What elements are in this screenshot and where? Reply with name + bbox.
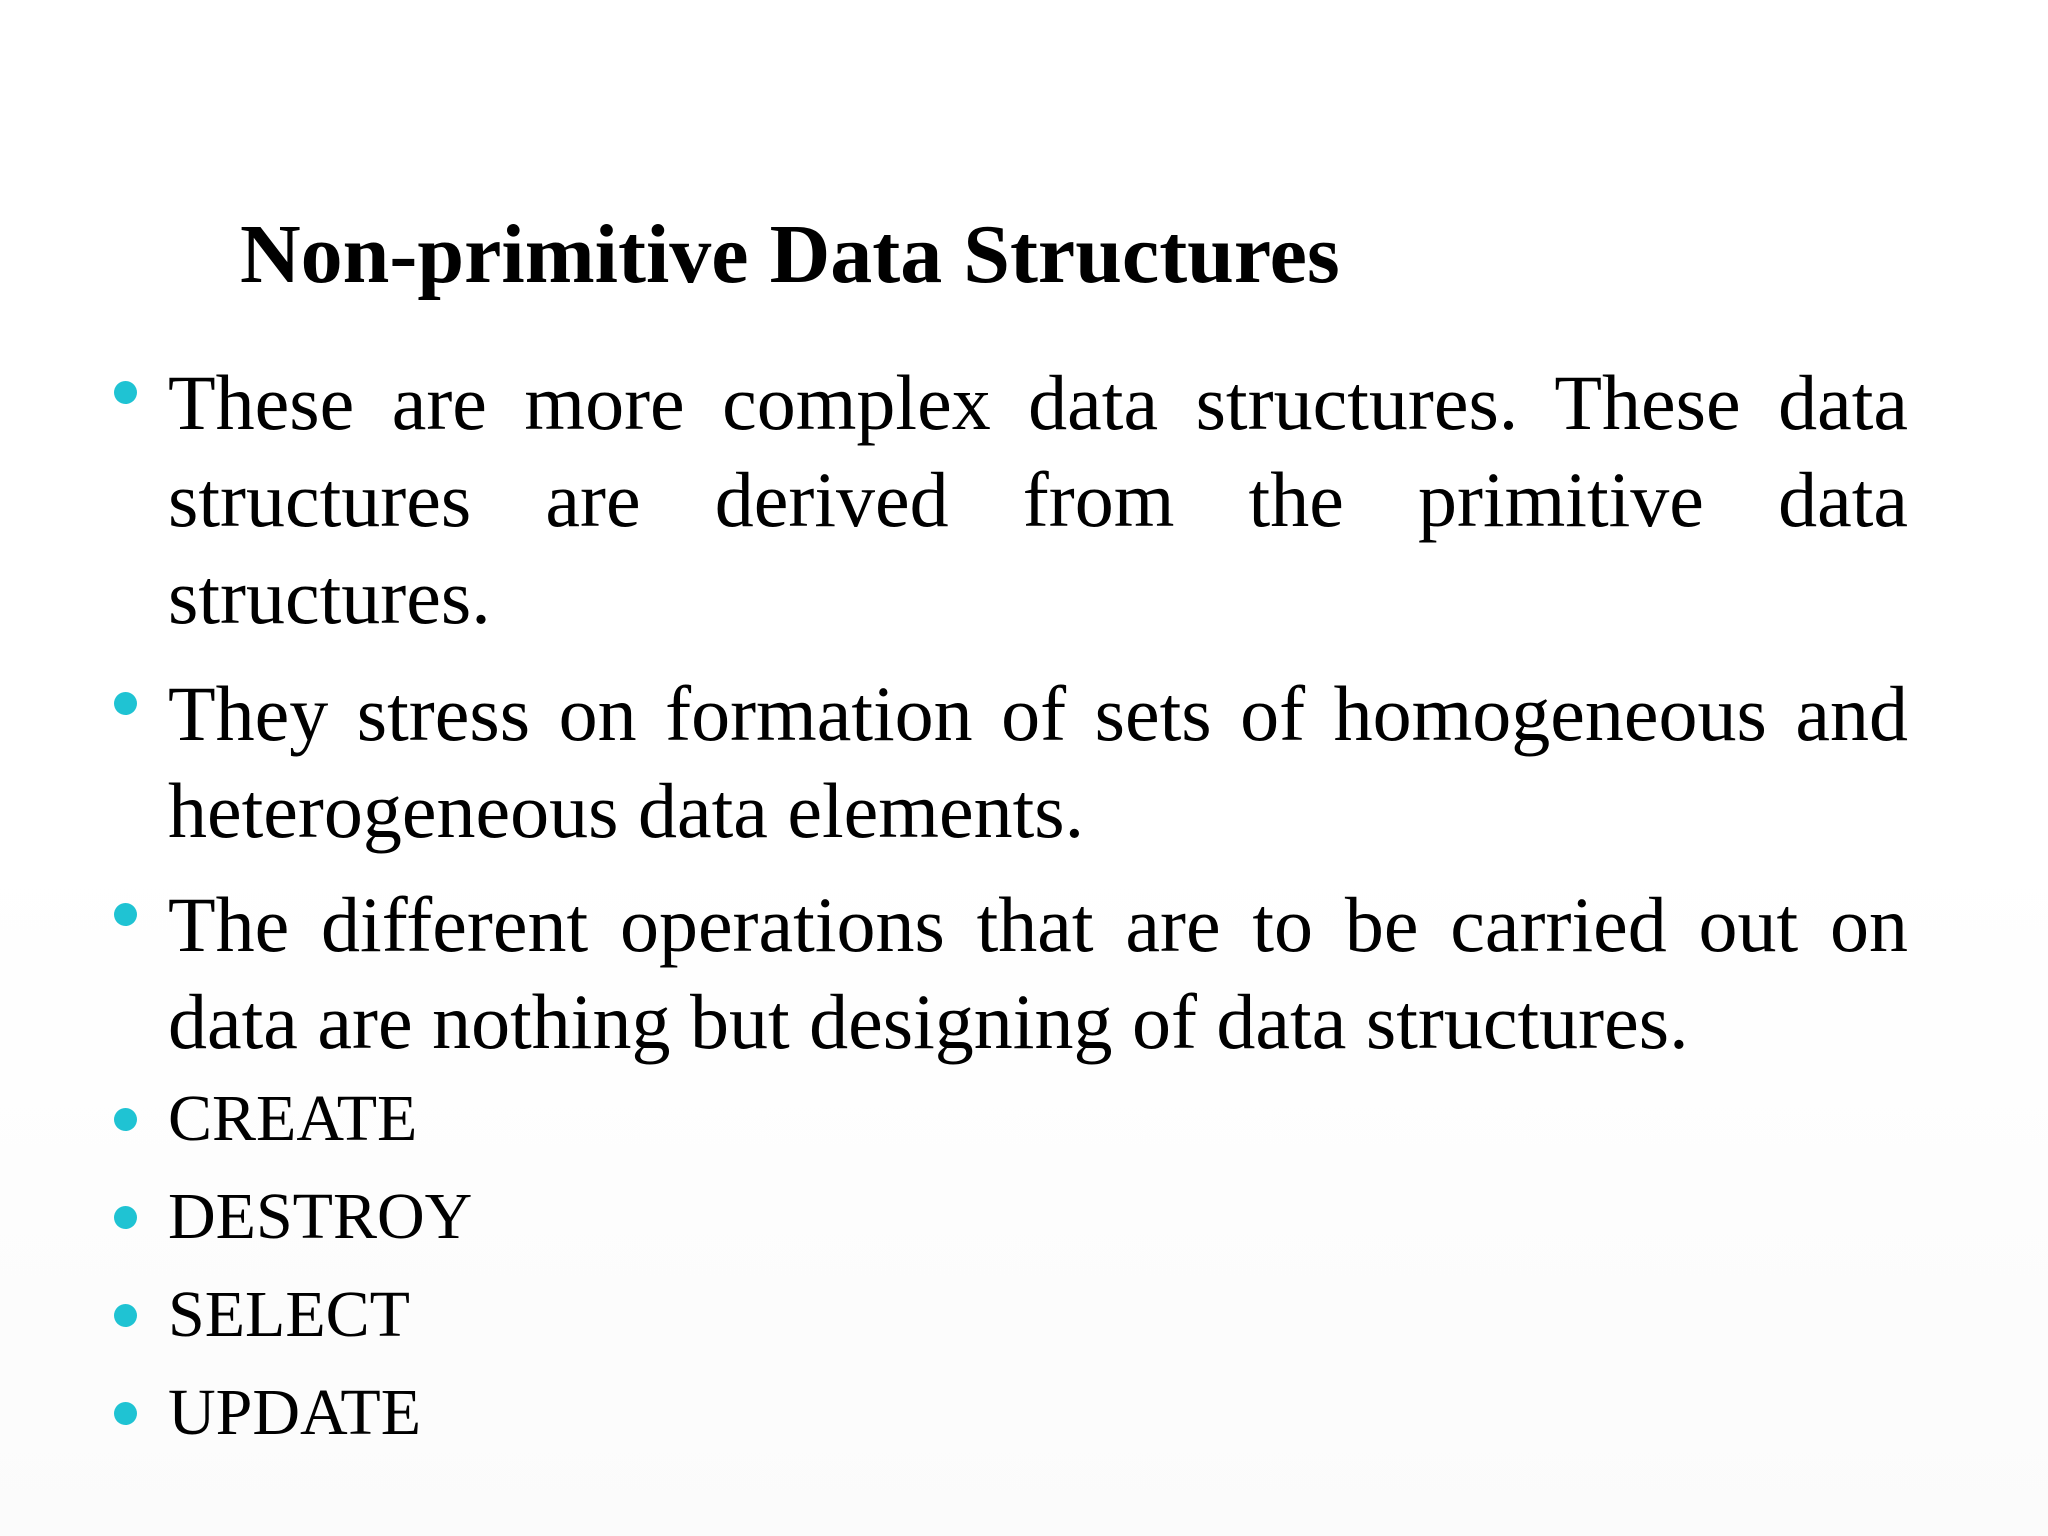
paragraph-line: data are nothing but designing of data structures.: [168, 978, 1689, 1065]
bullet-icon: [114, 903, 137, 926]
paragraph-line: structures.: [168, 553, 491, 640]
operation-update: UPDATE: [168, 1376, 422, 1449]
bullet-icon: [114, 1402, 137, 1425]
slide-title: Non-primitive Data Structures: [240, 208, 1340, 301]
bullet-icon: [114, 381, 137, 404]
paragraph-line: The different operations that are to be carried out on: [168, 881, 1908, 968]
bullet-paragraph-1: [168, 354, 1908, 645]
bullet-paragraph-2: [168, 665, 1908, 859]
paragraph-line: These are more complex data structures. These data: [168, 359, 1908, 446]
paragraph-line: structures are derived from the primitive data: [168, 456, 1908, 543]
paragraph-line: heterogeneous data elements.: [168, 767, 1085, 854]
bullet-icon: [114, 1304, 137, 1327]
bullet-paragraph-3: [168, 876, 1908, 1070]
operation-select: SELECT: [168, 1278, 410, 1351]
operation-destroy: DESTROY: [168, 1180, 473, 1253]
bullet-icon: [114, 1206, 137, 1229]
bullet-icon: [114, 692, 137, 715]
bullet-icon: [114, 1108, 137, 1131]
operation-create: CREATE: [168, 1082, 418, 1155]
paragraph-line: They stress on formation of sets of homogeneous and: [168, 670, 1908, 757]
